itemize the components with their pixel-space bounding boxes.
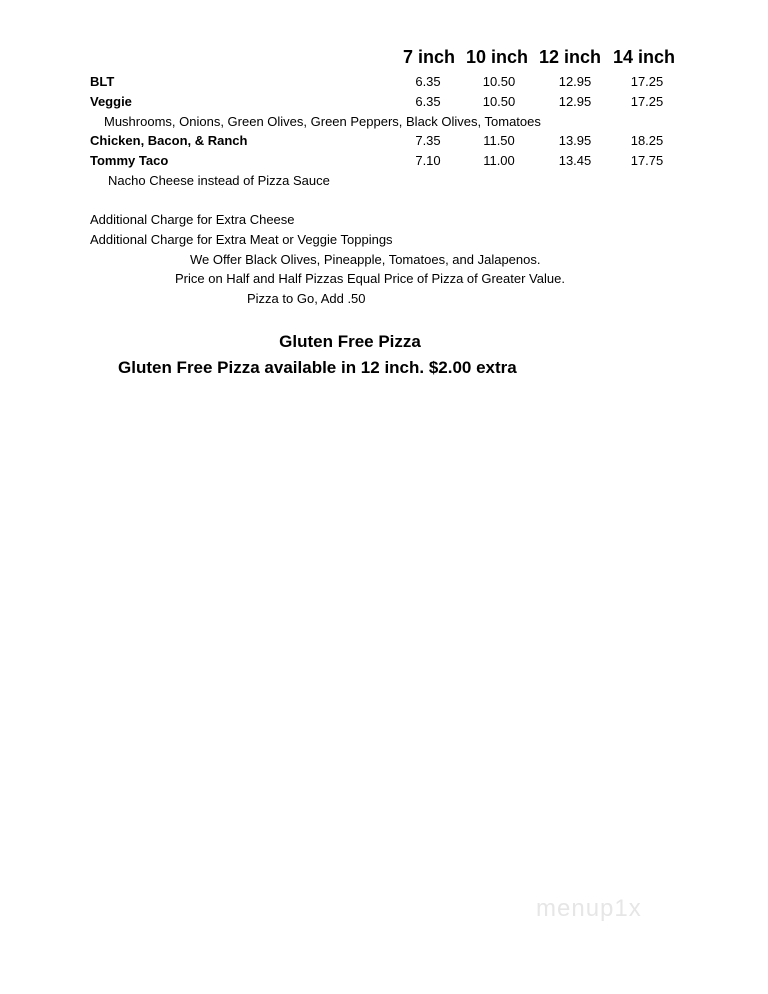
price-14: 17.25 [630,74,664,89]
size-header-14: 14 inch [613,47,676,67]
price-7: 7.10 [415,153,441,168]
size-header-7: 7 inch [403,47,456,67]
price-14: 18.25 [630,133,664,148]
size-header-10: 10 inch [466,47,529,67]
gluten-free-heading: Gluten Free Pizza [279,332,421,351]
price-12: 13.45 [558,153,592,168]
pizza-name: Veggie [90,94,132,109]
watermark-logo: menup1x [536,895,642,922]
extra-cheese-note: Additional Charge for Extra Cheese [90,212,295,227]
price-12: 13.95 [558,133,592,148]
menupix-watermark [528,875,688,935]
half-half-pricing-note: Price on Half and Half Pizzas Equal Price of Pizza of Greater Value. [175,271,565,286]
price-7: 6.35 [415,94,441,109]
price-10: 11.00 [483,153,515,168]
pizza-name: BLT [90,74,115,89]
price-7: 6.35 [415,74,441,89]
price-12: 12.95 [558,94,592,109]
price-7: 7.35 [415,133,441,148]
pizza-name: Chicken, Bacon, & Ranch [90,133,248,148]
price-12: 12.95 [558,74,592,89]
offered-toppings-note: We Offer Black Olives, Pineapple, Tomatoes, and Jalapenos. [190,252,541,267]
price-14: 17.75 [630,153,664,168]
price-10: 10.50 [482,94,516,109]
size-header-12: 12 inch [539,47,602,67]
pizza-to-go-note: Pizza to Go, Add .50 [247,291,366,306]
price-14: 17.25 [630,94,664,109]
pizza-name: Tommy Taco [90,153,169,168]
price-10: 10.50 [482,74,516,89]
taco-sauce-note: Nacho Cheese instead of Pizza Sauce [108,173,330,188]
gluten-free-info: Gluten Free Pizza available in 12 inch. $2.00 extra [118,358,517,377]
veggie-toppings-note: Mushrooms, Onions, Green Olives, Green Peppers, Black Olives, Tomatoes [104,114,541,129]
extra-toppings-note: Additional Charge for Extra Meat or Veggie Toppings [90,232,393,247]
price-10: 11.50 [483,133,515,148]
